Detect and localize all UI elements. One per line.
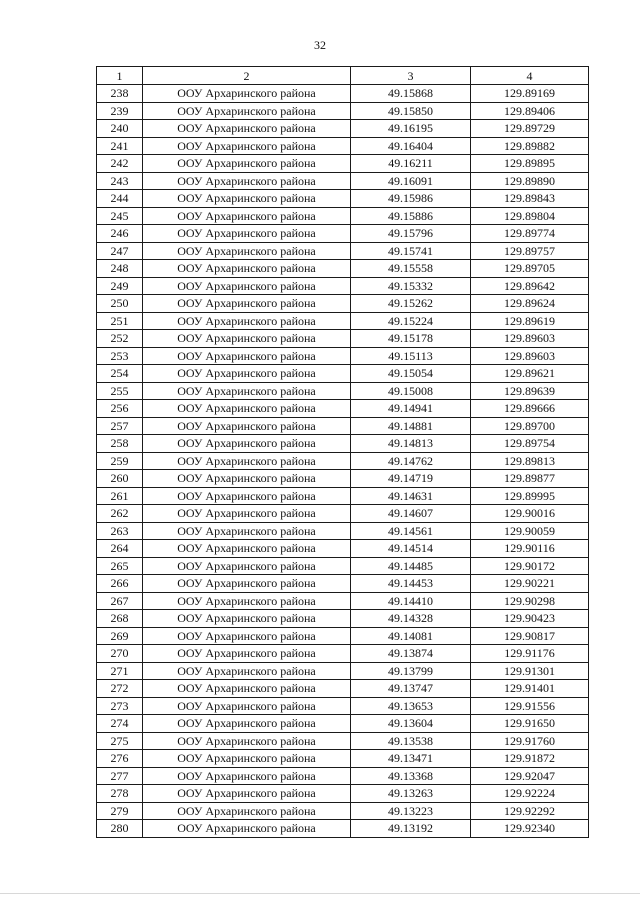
latitude-cell: 49.14081 [351,627,471,645]
longitude-cell: 129.89882 [471,137,589,155]
table-row [97,382,589,400]
table-row [97,680,589,698]
organization-cell: ООУ Архаринского района [143,102,351,120]
organization-cell: ООУ Архаринского района [143,85,351,103]
organization-cell: ООУ Архаринского района [143,382,351,400]
row-number-cell: 278 [97,785,143,803]
row-number-cell: 248 [97,260,143,278]
row-number-cell: 263 [97,522,143,540]
longitude-cell: 129.92340 [471,820,589,838]
latitude-cell: 49.15986 [351,190,471,208]
row-number-cell: 271 [97,662,143,680]
row-number-cell: 241 [97,137,143,155]
organization-cell: ООУ Архаринского района [143,645,351,663]
row-number-cell: 240 [97,120,143,138]
table-row [97,820,589,838]
latitude-cell: 49.14485 [351,557,471,575]
organization-cell: ООУ Архаринского района [143,715,351,733]
scan-artifact-line [0,893,640,894]
organization-cell: ООУ Архаринского района [143,155,351,173]
longitude-cell: 129.90116 [471,540,589,558]
longitude-cell: 129.89705 [471,260,589,278]
row-number-cell: 249 [97,277,143,295]
organization-cell: ООУ Архаринского района [143,802,351,820]
longitude-cell: 129.89995 [471,487,589,505]
latitude-cell: 49.15113 [351,347,471,365]
row-number-cell: 272 [97,680,143,698]
column-header: 2 [143,67,351,85]
longitude-cell: 129.91556 [471,697,589,715]
longitude-cell: 129.89603 [471,347,589,365]
longitude-cell: 129.89639 [471,382,589,400]
table-row [97,330,589,348]
table-row [97,697,589,715]
latitude-cell: 49.15054 [351,365,471,383]
row-number-cell: 267 [97,592,143,610]
longitude-cell: 129.92224 [471,785,589,803]
organization-cell: ООУ Архаринского района [143,417,351,435]
column-header: 1 [97,67,143,85]
latitude-cell: 49.15224 [351,312,471,330]
latitude-cell: 49.14410 [351,592,471,610]
row-number-cell: 242 [97,155,143,173]
table-row [97,207,589,225]
latitude-cell: 49.14514 [351,540,471,558]
row-number-cell: 262 [97,505,143,523]
table-row [97,557,589,575]
latitude-cell: 49.14881 [351,417,471,435]
table-row [97,802,589,820]
row-number-cell: 244 [97,190,143,208]
row-number-cell: 257 [97,417,143,435]
column-header: 3 [351,67,471,85]
organization-cell: ООУ Архаринского района [143,610,351,628]
latitude-cell: 49.14453 [351,575,471,593]
organization-cell: ООУ Архаринского района [143,697,351,715]
table-row [97,417,589,435]
longitude-cell: 129.89729 [471,120,589,138]
latitude-cell: 49.14631 [351,487,471,505]
table-row [97,312,589,330]
row-number-cell: 254 [97,365,143,383]
organization-cell: ООУ Архаринского района [143,137,351,155]
organization-cell: ООУ Архаринского района [143,785,351,803]
latitude-cell: 49.15178 [351,330,471,348]
longitude-cell: 129.91176 [471,645,589,663]
organization-cell: ООУ Архаринского района [143,487,351,505]
row-number-cell: 265 [97,557,143,575]
table-row [97,365,589,383]
organization-cell: ООУ Архаринского района [143,470,351,488]
table-row [97,190,589,208]
row-number-cell: 251 [97,312,143,330]
longitude-cell: 129.90298 [471,592,589,610]
organization-cell: ООУ Архаринского района [143,575,351,593]
row-number-cell: 264 [97,540,143,558]
row-number-cell: 277 [97,767,143,785]
table-row [97,102,589,120]
longitude-cell: 129.90059 [471,522,589,540]
table-row [97,627,589,645]
organization-cell: ООУ Архаринского района [143,330,351,348]
longitude-cell: 129.89757 [471,242,589,260]
longitude-cell: 129.91872 [471,750,589,768]
organization-cell: ООУ Архаринского района [143,767,351,785]
longitude-cell: 129.89619 [471,312,589,330]
table-row [97,242,589,260]
table-row [97,732,589,750]
latitude-cell: 49.13471 [351,750,471,768]
longitude-cell: 129.90817 [471,627,589,645]
longitude-cell: 129.92292 [471,802,589,820]
row-number-cell: 247 [97,242,143,260]
table-row [97,487,589,505]
table-row [97,452,589,470]
longitude-cell: 129.89843 [471,190,589,208]
table-header-row [97,67,589,85]
table-row [97,785,589,803]
table-row [97,172,589,190]
latitude-cell: 49.15868 [351,85,471,103]
longitude-cell: 129.90016 [471,505,589,523]
organization-cell: ООУ Архаринского района [143,365,351,383]
row-number-cell: 252 [97,330,143,348]
table-row [97,85,589,103]
row-number-cell: 238 [97,85,143,103]
latitude-cell: 49.16211 [351,155,471,173]
longitude-cell: 129.89754 [471,435,589,453]
row-number-cell: 276 [97,750,143,768]
row-number-cell: 270 [97,645,143,663]
latitude-cell: 49.14328 [351,610,471,628]
latitude-cell: 49.13874 [351,645,471,663]
organization-cell: ООУ Архаринского района [143,172,351,190]
organization-cell: ООУ Архаринского района [143,557,351,575]
latitude-cell: 49.15262 [351,295,471,313]
table-row [97,767,589,785]
table-row [97,295,589,313]
latitude-cell: 49.15558 [351,260,471,278]
table-row [97,522,589,540]
longitude-cell: 129.92047 [471,767,589,785]
row-number-cell: 256 [97,400,143,418]
table-row [97,347,589,365]
row-number-cell: 266 [97,575,143,593]
longitude-cell: 129.91401 [471,680,589,698]
latitude-cell: 49.13223 [351,802,471,820]
table-row [97,540,589,558]
row-number-cell: 250 [97,295,143,313]
table-row [97,137,589,155]
longitude-cell: 129.89621 [471,365,589,383]
table-body [97,85,589,838]
latitude-cell: 49.14813 [351,435,471,453]
row-number-cell: 243 [97,172,143,190]
latitude-cell: 49.13263 [351,785,471,803]
organization-cell: ООУ Архаринского района [143,295,351,313]
organization-cell: ООУ Архаринского района [143,522,351,540]
longitude-cell: 129.90423 [471,610,589,628]
row-number-cell: 273 [97,697,143,715]
longitude-cell: 129.89169 [471,85,589,103]
row-number-cell: 279 [97,802,143,820]
column-header: 4 [471,67,589,85]
organization-cell: ООУ Архаринского района [143,435,351,453]
organization-cell: ООУ Архаринского района [143,592,351,610]
organization-cell: ООУ Архаринского района [143,680,351,698]
organization-cell: ООУ Архаринского района [143,400,351,418]
row-number-cell: 268 [97,610,143,628]
longitude-cell: 129.89642 [471,277,589,295]
organization-cell: ООУ Архаринского района [143,312,351,330]
latitude-cell: 49.16404 [351,137,471,155]
table-row [97,505,589,523]
organization-cell: ООУ Архаринского района [143,505,351,523]
longitude-cell: 129.91650 [471,715,589,733]
table-row [97,645,589,663]
latitude-cell: 49.13538 [351,732,471,750]
table-row [97,435,589,453]
organization-cell: ООУ Архаринского района [143,540,351,558]
longitude-cell: 129.89700 [471,417,589,435]
organization-cell: ООУ Архаринского района [143,225,351,243]
latitude-cell: 49.13192 [351,820,471,838]
table-row [97,750,589,768]
latitude-cell: 49.13799 [351,662,471,680]
latitude-cell: 49.15741 [351,242,471,260]
organization-cell: ООУ Архаринского района [143,452,351,470]
row-number-cell: 258 [97,435,143,453]
table-row [97,400,589,418]
table-row [97,260,589,278]
longitude-cell: 129.89877 [471,470,589,488]
latitude-cell: 49.16091 [351,172,471,190]
latitude-cell: 49.14941 [351,400,471,418]
organization-cell: ООУ Архаринского района [143,347,351,365]
organization-cell: ООУ Архаринского района [143,207,351,225]
row-number-cell: 274 [97,715,143,733]
longitude-cell: 129.89890 [471,172,589,190]
organization-cell: ООУ Архаринского района [143,820,351,838]
row-number-cell: 253 [97,347,143,365]
table-row [97,120,589,138]
latitude-cell: 49.13653 [351,697,471,715]
row-number-cell: 259 [97,452,143,470]
table-row [97,662,589,680]
longitude-cell: 129.89804 [471,207,589,225]
latitude-cell: 49.13747 [351,680,471,698]
organization-cell: ООУ Архаринского района [143,260,351,278]
longitude-cell: 129.90221 [471,575,589,593]
table-row [97,610,589,628]
longitude-cell: 129.91760 [471,732,589,750]
row-number-cell: 269 [97,627,143,645]
row-number-cell: 246 [97,225,143,243]
page-number: 32 [314,38,326,52]
organization-cell: ООУ Архаринского района [143,627,351,645]
organization-cell: ООУ Архаринского района [143,750,351,768]
latitude-cell: 49.14762 [351,452,471,470]
latitude-cell: 49.14607 [351,505,471,523]
longitude-cell: 129.89813 [471,452,589,470]
longitude-cell: 129.89624 [471,295,589,313]
organization-cell: ООУ Архаринского района [143,662,351,680]
table-row [97,155,589,173]
latitude-cell: 49.15886 [351,207,471,225]
table-row [97,592,589,610]
table-row [97,225,589,243]
organization-cell: ООУ Архаринского района [143,190,351,208]
table-row [97,575,589,593]
longitude-cell: 129.89895 [471,155,589,173]
organization-cell: ООУ Архаринского района [143,242,351,260]
latitude-cell: 49.13604 [351,715,471,733]
longitude-cell: 129.90172 [471,557,589,575]
row-number-cell: 255 [97,382,143,400]
table-row [97,470,589,488]
coordinates-table [96,66,589,838]
latitude-cell: 49.14561 [351,522,471,540]
table-row [97,715,589,733]
longitude-cell: 129.89666 [471,400,589,418]
row-number-cell: 245 [97,207,143,225]
table-row [97,277,589,295]
row-number-cell: 260 [97,470,143,488]
latitude-cell: 49.16195 [351,120,471,138]
latitude-cell: 49.15332 [351,277,471,295]
longitude-cell: 129.89603 [471,330,589,348]
latitude-cell: 49.15008 [351,382,471,400]
longitude-cell: 129.91301 [471,662,589,680]
row-number-cell: 261 [97,487,143,505]
row-number-cell: 275 [97,732,143,750]
organization-cell: ООУ Архаринского района [143,732,351,750]
row-number-cell: 239 [97,102,143,120]
row-number-cell: 280 [97,820,143,838]
organization-cell: ООУ Архаринского района [143,120,351,138]
latitude-cell: 49.15796 [351,225,471,243]
latitude-cell: 49.15850 [351,102,471,120]
organization-cell: ООУ Архаринского района [143,277,351,295]
longitude-cell: 129.89774 [471,225,589,243]
latitude-cell: 49.14719 [351,470,471,488]
latitude-cell: 49.13368 [351,767,471,785]
longitude-cell: 129.89406 [471,102,589,120]
